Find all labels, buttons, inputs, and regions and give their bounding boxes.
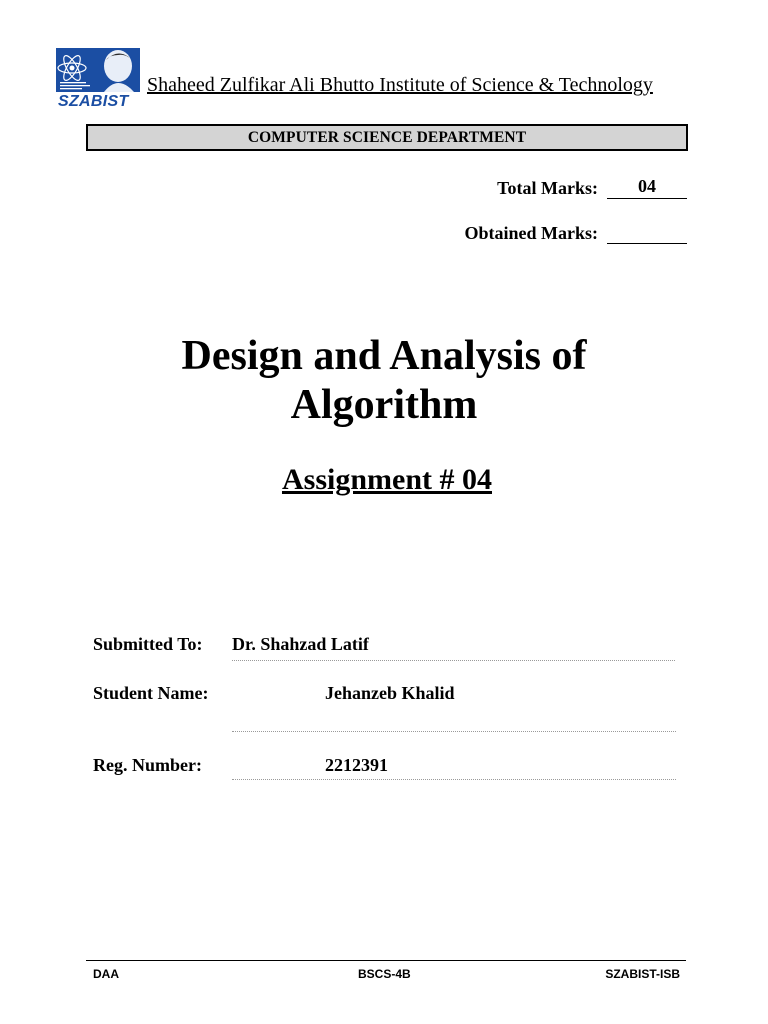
- footer-course-code: DAA: [93, 967, 119, 981]
- footer-class: BSCS-4B: [358, 967, 411, 981]
- assignment-title: Assignment # 04: [281, 463, 492, 496]
- course-title-line-2: Algorithm: [290, 382, 478, 428]
- obtained-marks-value: [607, 222, 687, 244]
- obtained-marks-label: Obtained Marks:: [464, 223, 598, 243]
- submitted-to-value: Dr. Shahzad Latif: [232, 634, 369, 654]
- submitted-to-underline: [232, 660, 675, 661]
- reg-number-underline: [232, 779, 676, 780]
- total-marks-label: Total Marks:: [497, 178, 598, 198]
- reg-number-value: 2212391: [325, 755, 388, 775]
- total-marks-row: [497, 177, 687, 199]
- institute-name: Shaheed Zulfikar Ali Bhutto Institute of Science & Technology: [147, 74, 653, 96]
- footer-divider: [86, 960, 686, 961]
- course-title-line-1: Design and Analysis of: [181, 333, 587, 379]
- logo-wordmark: SZABIST: [58, 93, 129, 110]
- footer-campus: SZABIST-ISB: [605, 967, 680, 981]
- student-name-underline: [232, 731, 676, 732]
- obtained-marks-row: [464, 222, 687, 244]
- total-marks-value: 04: [607, 177, 687, 199]
- department-banner: [86, 124, 688, 151]
- reg-number-label: Reg. Number:: [93, 755, 202, 775]
- student-name-label: Student Name:: [93, 683, 209, 703]
- submitted-to-label: Submitted To:: [93, 634, 203, 654]
- szabist-logo: [54, 46, 142, 112]
- course-title: [0, 332, 768, 430]
- department-name: COMPUTER SCIENCE DEPARTMENT: [247, 128, 527, 146]
- student-name-value: Jehanzeb Khalid: [325, 683, 455, 703]
